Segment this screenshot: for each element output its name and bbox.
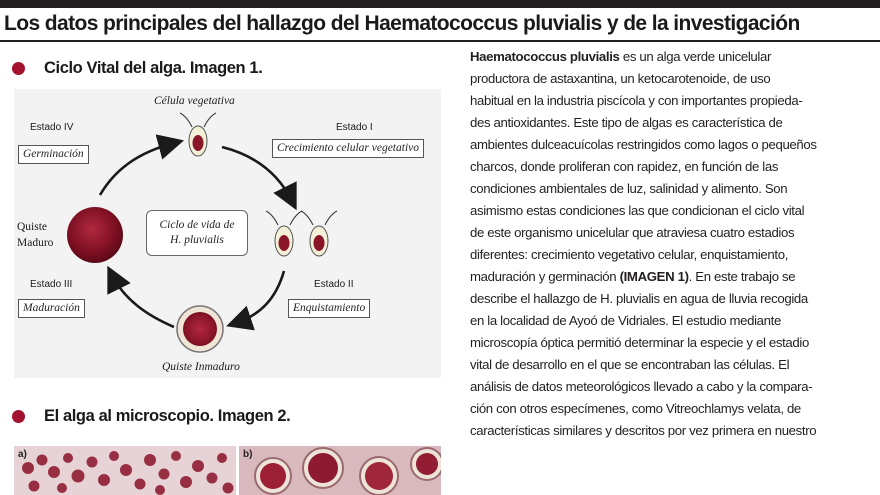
headline: Los datos principales del hallazgo del Haematococcus pluvialis y de la investigación	[4, 12, 800, 35]
micrograph-b-cells	[239, 446, 441, 495]
article-line-18: características similares y descritos por vez primera en nuestro	[470, 423, 817, 438]
immature-cyst-label: Quiste Inmaduro	[162, 361, 240, 373]
article-line-14: microscopía óptica permitió determinar la especie y el estadio	[470, 335, 809, 350]
article-line-11: maduración y germinación (IMAGEN 1). En este trabajo se	[470, 269, 796, 284]
arrow-stage-iii	[112, 275, 174, 327]
article-line-7: condiciones ambientales de luz, salinidad y alimento. Son	[470, 181, 788, 196]
mature-cyst-label-2: Maduro	[17, 237, 54, 249]
article-line-17: ción con otros especímenes, como Vitreochlamys velata, de	[470, 401, 801, 416]
bullet-dot-icon	[12, 62, 25, 75]
section-microscopio-title	[12, 404, 290, 428]
micrograph-b-label: b)	[243, 449, 253, 460]
vegetative-cell-icon	[180, 113, 216, 156]
bullet-dot-icon	[12, 410, 25, 423]
article-line-15: vital de desarrollo en el que se encontraban las células. El	[470, 357, 790, 372]
article-line-16: análisis de datos meteorológicos llevado a cabo y la compara-	[470, 379, 813, 394]
stage-iv-desc: Germinación	[18, 145, 89, 164]
arrow-stage-iv	[100, 143, 174, 195]
stage-iii-desc: Maduración	[18, 299, 85, 318]
micrograph-b	[239, 446, 441, 495]
micrograph-a-cells	[14, 446, 236, 495]
stage-iv-name: Estado IV	[30, 122, 74, 133]
article-line-13: en la localidad de Ayoó de Vidriales. El estudio mediante	[470, 313, 781, 328]
top-bar	[0, 0, 880, 8]
article-line-4: des antioxidantes. Este tipo de algas es característica de	[470, 115, 783, 130]
center-line-1: Ciclo de vida de	[159, 219, 235, 231]
micrograph-a-label: a)	[18, 449, 27, 460]
mature-cyst-icon	[67, 207, 123, 263]
center-line-2: H. pluvialis	[170, 234, 224, 246]
section-title-text: Ciclo Vital del alga. Imagen 1.	[44, 58, 263, 77]
article-line-3: habitual en la industria piscícola y con importantes propieda-	[470, 93, 803, 108]
stage-i-desc: Crecimiento celular vegetativo	[272, 139, 424, 158]
arrow-stage-ii	[236, 271, 284, 323]
cycle-center-box	[146, 210, 248, 256]
immature-cyst-icon	[177, 306, 223, 352]
article-line-2: productora de astaxantina, un ketocarotenoide, de uso	[470, 71, 771, 86]
stage-ii-name: Estado II	[314, 279, 354, 290]
mature-cyst-label-1: Quiste	[17, 221, 48, 233]
article-body	[470, 46, 862, 442]
article-line-9: de este organismo unicelular que atraviesa cuatro estadios	[470, 225, 795, 240]
micrograph-a	[14, 446, 236, 495]
article-line-5: ambientes dulceacuícolas restringidos como lagos o pequeños	[470, 137, 817, 152]
encysting-cells-icon	[266, 211, 337, 256]
article-line-1: Haematococcus pluvialis es un alga verde unicelular	[470, 49, 772, 64]
article-line-6: charcos, donde proliferan con rapidez, en función de las	[470, 159, 779, 174]
stage-iii-name: Estado III	[30, 279, 73, 290]
stage-i-name: Estado I	[336, 122, 373, 133]
vegetative-cell-label: Célula vegetativa	[154, 95, 235, 107]
stage-ii-desc: Enquistamiento	[288, 299, 370, 318]
article-line-12: describe el hallazgo de H. pluvialis en agua de lluvia recogida	[470, 291, 808, 306]
section-ciclo-vital-title	[12, 56, 262, 80]
article-line-10: diferentes: crecimiento vegetativo celular, enquistamiento,	[470, 247, 789, 262]
section-title-text: El alga al microscopio. Imagen 2.	[44, 406, 291, 425]
headline-rule	[0, 40, 880, 42]
life-cycle-diagram	[14, 89, 441, 378]
article-line-8: asimismo estas condiciones las que condicionan el ciclo vital	[470, 203, 805, 218]
